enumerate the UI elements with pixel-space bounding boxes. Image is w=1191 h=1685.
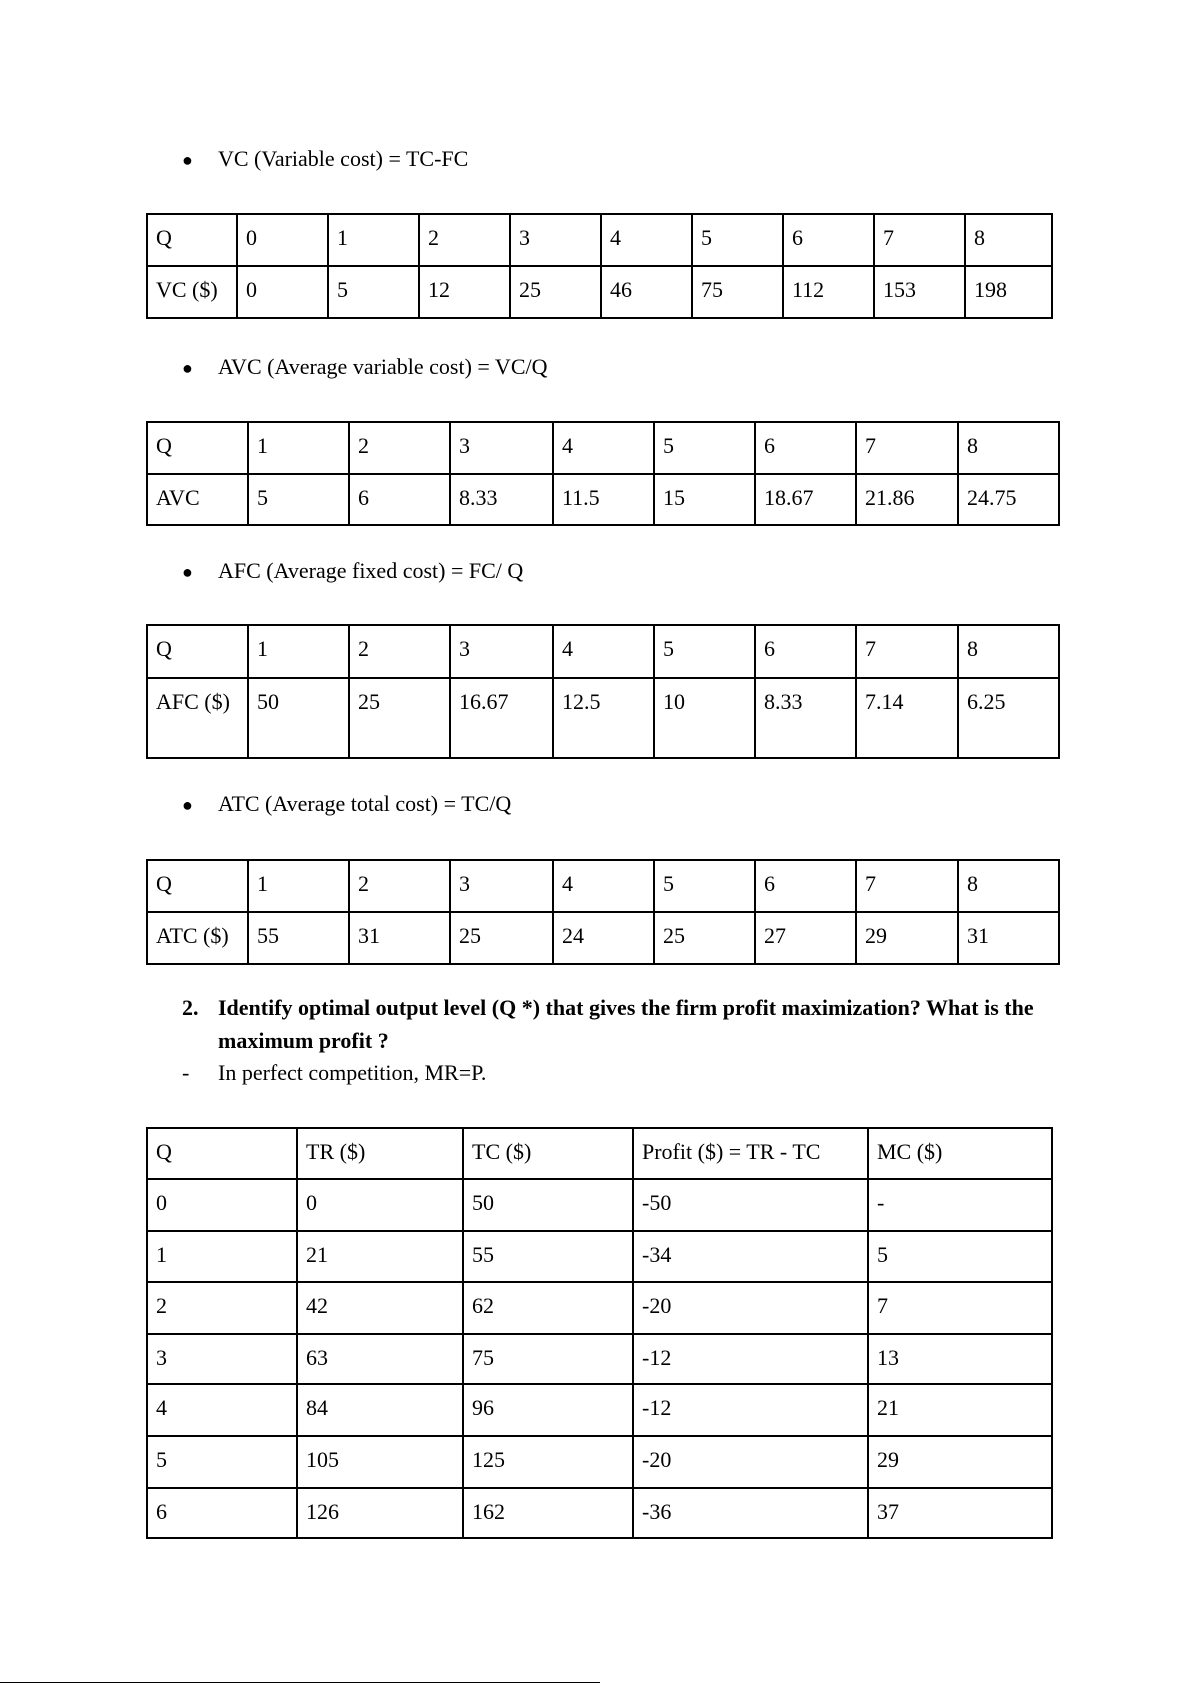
bullet-icon: ● [182,358,193,378]
table-cell: 7.14 [856,678,958,758]
avc-heading [182,354,548,380]
table-cell: 7 [856,625,958,678]
avc-formula: AVC (Average variable cost) = VC/Q [218,354,548,379]
table-cell: 126 [297,1488,463,1538]
question-2 [182,991,1062,1057]
table-cell: 75 [692,266,783,318]
table-cell: 12 [419,266,510,318]
table-header-row [147,1128,1052,1179]
table-cell: 18.67 [755,474,856,525]
table-cell: - [868,1179,1052,1231]
table-cell: 6 [783,214,874,266]
table-cell: 2 [349,860,450,912]
table-cell: 198 [965,266,1052,318]
table-row [147,422,1059,474]
table-cell: 7 [874,214,965,266]
table-cell: 3 [147,1334,297,1384]
table-cell: 27 [755,912,856,964]
table-cell: ATC ($) [147,912,248,964]
vc-table [146,213,1053,319]
note-text: In perfect competition, MR=P. [218,1060,487,1085]
table-cell: 6 [755,860,856,912]
table-cell: 21.86 [856,474,958,525]
table-cell: 24.75 [958,474,1059,525]
table-cell: 2 [349,625,450,678]
table-cell: 3 [450,422,553,474]
table-row [147,474,1059,525]
table-row [147,1436,1052,1488]
footnote-divider [0,1682,600,1683]
table-cell: 2 [349,422,450,474]
bullet-icon: ● [182,150,193,170]
table-cell: 25 [510,266,601,318]
table-cell: 25 [654,912,755,964]
table-row [147,1488,1052,1538]
table-cell: 8 [965,214,1052,266]
table-cell: 0 [147,1179,297,1231]
table-cell: VC ($) [147,266,237,318]
table-cell: -50 [633,1179,868,1231]
table-row [147,912,1059,964]
table-cell: 1 [248,625,349,678]
table-cell: 8 [958,625,1059,678]
table-cell: 8 [958,860,1059,912]
table-header-cell: Q [147,1128,297,1179]
table-cell: 6 [349,474,450,525]
table-cell: 6 [147,1488,297,1538]
table-cell: 7 [856,860,958,912]
question-number: 2. [182,995,199,1020]
profit-table [146,1127,1053,1539]
table-cell: 29 [868,1436,1052,1488]
table-cell: Q [147,214,237,266]
table-cell: 55 [248,912,349,964]
table-row [147,266,1052,318]
table-cell: 6 [755,625,856,678]
table-cell: 31 [958,912,1059,964]
table-cell: 6.25 [958,678,1059,758]
table-cell: 5 [692,214,783,266]
table-cell: 3 [510,214,601,266]
table-cell: 4 [601,214,692,266]
table-cell: -34 [633,1231,868,1282]
table-cell: 11.5 [553,474,654,525]
table-cell: 16.67 [450,678,553,758]
vc-formula: VC (Variable cost) = TC-FC [218,146,469,171]
table-cell: 25 [450,912,553,964]
table-cell: 0 [237,214,328,266]
table-cell: 3 [450,860,553,912]
table-cell: 7 [856,422,958,474]
table-cell: 5 [654,860,755,912]
table-cell: 5 [654,625,755,678]
table-cell: 5 [147,1436,297,1488]
table-cell: -20 [633,1436,868,1488]
table-cell: Q [147,422,248,474]
table-cell: 12.5 [553,678,654,758]
table-cell: 1 [147,1231,297,1282]
table-cell: 2 [419,214,510,266]
table-cell: 13 [868,1334,1052,1384]
table-cell: 31 [349,912,450,964]
vc-heading [182,146,468,172]
table-cell: 15 [654,474,755,525]
table-cell: 75 [463,1334,633,1384]
table-cell: 37 [868,1488,1052,1538]
table-cell: AFC ($) [147,678,248,758]
table-cell: 125 [463,1436,633,1488]
afc-formula: AFC (Average fixed cost) = FC/ Q [218,558,524,583]
table-row [147,1384,1052,1436]
table-cell: 1 [328,214,419,266]
table-row [147,214,1052,266]
question-text: Identify optimal output level (Q *) that gives the firm profit maximization? What is the maximum profit ? [218,995,1034,1053]
table-cell: 62 [463,1282,633,1334]
atc-table [146,859,1060,965]
table-cell: AVC [147,474,248,525]
table-header-cell: Profit ($) = TR - TC [633,1128,868,1179]
table-cell: Q [147,860,248,912]
table-header-cell: TC ($) [463,1128,633,1179]
table-cell: 10 [654,678,755,758]
table-cell: 55 [463,1231,633,1282]
table-row [147,1231,1052,1282]
afc-table [146,624,1060,759]
table-cell: 84 [297,1384,463,1436]
table-cell: 153 [874,266,965,318]
table-cell: 0 [297,1179,463,1231]
table-cell: 50 [463,1179,633,1231]
table-cell: 24 [553,912,654,964]
table-cell: -12 [633,1384,868,1436]
table-cell: 4 [147,1384,297,1436]
table-cell: 42 [297,1282,463,1334]
table-cell: 96 [463,1384,633,1436]
table-cell: 162 [463,1488,633,1538]
table-cell: 5 [328,266,419,318]
question-note [182,1060,486,1086]
table-cell: 25 [349,678,450,758]
table-cell: 1 [248,860,349,912]
table-cell: 5 [654,422,755,474]
table-cell: -20 [633,1282,868,1334]
table-row [147,1282,1052,1334]
table-cell: 29 [856,912,958,964]
table-cell: 4 [553,422,654,474]
table-cell: 8.33 [450,474,553,525]
table-cell: Q [147,625,248,678]
table-cell: 8 [958,422,1059,474]
table-cell: 0 [237,266,328,318]
table-cell: 5 [868,1231,1052,1282]
table-cell: 8.33 [755,678,856,758]
table-row [147,860,1059,912]
table-cell: 21 [297,1231,463,1282]
table-row [147,678,1059,758]
table-cell: 50 [248,678,349,758]
table-cell: 46 [601,266,692,318]
table-cell: 7 [868,1282,1052,1334]
table-cell: 112 [783,266,874,318]
dash-marker: - [182,1060,190,1085]
table-cell: -12 [633,1334,868,1384]
table-row [147,1334,1052,1384]
table-cell: 105 [297,1436,463,1488]
table-cell: 63 [297,1334,463,1384]
atc-heading [182,791,511,817]
atc-formula: ATC (Average total cost) = TC/Q [218,791,512,816]
table-row [147,625,1059,678]
table-cell: 21 [868,1384,1052,1436]
bullet-icon: ● [182,562,193,582]
bullet-icon: ● [182,795,193,815]
table-cell: 1 [248,422,349,474]
table-cell: 3 [450,625,553,678]
table-header-cell: MC ($) [868,1128,1052,1179]
table-cell: 6 [755,422,856,474]
afc-heading [182,558,523,584]
table-cell: 4 [553,625,654,678]
table-cell: 2 [147,1282,297,1334]
table-cell: 5 [248,474,349,525]
table-cell: 4 [553,860,654,912]
table-row [147,1179,1052,1231]
avc-table [146,421,1060,526]
table-header-cell: TR ($) [297,1128,463,1179]
table-cell: -36 [633,1488,868,1538]
